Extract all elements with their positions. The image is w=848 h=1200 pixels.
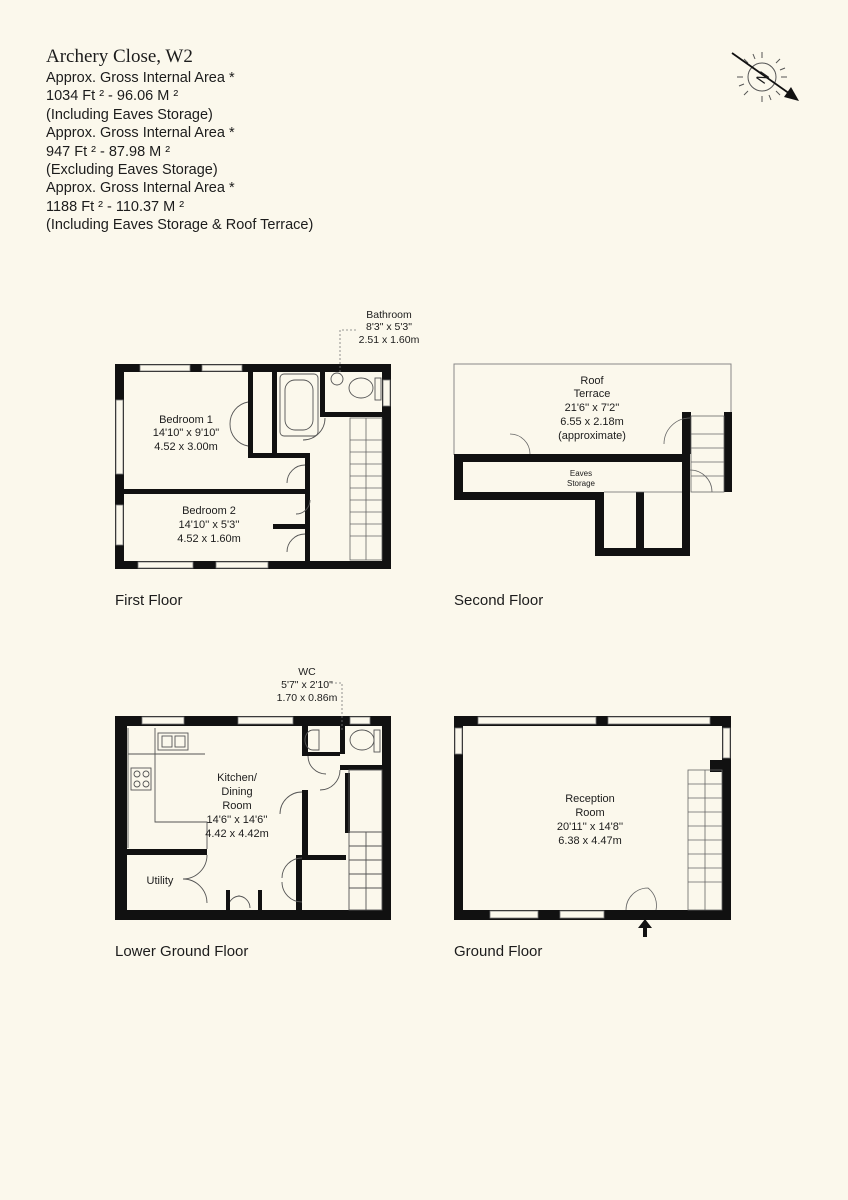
room-dimensions-metric: 4.42 x 4.42m bbox=[205, 828, 269, 840]
room-dimensions-imperial: 5'7" x 2'10" bbox=[281, 679, 333, 691]
property-title: Archery Close, W2 bbox=[46, 46, 193, 67]
room-dimensions-imperial: 14'6'' x 14'6'' bbox=[206, 814, 268, 826]
compass-icon bbox=[732, 52, 799, 102]
entrance-arrow-icon bbox=[638, 919, 652, 937]
area-note: (Including Eaves Storage) bbox=[46, 106, 213, 123]
room-name: Utility bbox=[146, 875, 174, 887]
room-name: Roof bbox=[580, 375, 604, 387]
room-name: Bedroom 2 bbox=[182, 505, 236, 517]
floor-label-lower-ground: Lower Ground Floor bbox=[115, 943, 249, 960]
room-dimensions-metric: 6.55 x 2.18m bbox=[560, 416, 624, 428]
room-dimensions-imperial: 8'3" x 5'3" bbox=[366, 321, 412, 333]
room-name: Terrace bbox=[573, 388, 611, 400]
area-value: 1034 Ft ² - 96.06 M ² bbox=[46, 88, 179, 105]
area-label: Approx. Gross Internal Area * bbox=[46, 125, 235, 142]
room-name: Room bbox=[222, 800, 252, 812]
area-value: 947 Ft ² - 87.98 M ² bbox=[46, 143, 171, 160]
room-name: Reception bbox=[565, 793, 615, 805]
room-name: Eaves bbox=[569, 469, 593, 478]
first-floor-plan bbox=[115, 364, 391, 569]
compass-letter: N bbox=[753, 68, 774, 88]
room-name: Room bbox=[575, 807, 605, 819]
room-dimensions-imperial: 21'6'' x 7'2'' bbox=[564, 402, 620, 414]
room-dimensions-metric: 6.38 x 4.47m bbox=[558, 835, 622, 847]
area-value: 1188 Ft ² - 110.37 M ² bbox=[46, 198, 185, 215]
room-dimensions-metric: 4.52 x 3.00m bbox=[154, 441, 218, 453]
area-label: Approx. Gross Internal Area * bbox=[46, 180, 235, 197]
area-note: (Excluding Eaves Storage) bbox=[46, 162, 218, 179]
room-name: Bathroom bbox=[366, 309, 412, 321]
area-label: Approx. Gross Internal Area * bbox=[46, 70, 235, 86]
room-dimensions-metric: 4.52 x 1.60m bbox=[177, 533, 241, 545]
room-name: Dining bbox=[221, 786, 253, 798]
room-dimensions-imperial: 14'10" x 9'10" bbox=[152, 427, 220, 439]
room-dimensions-imperial: 20'11'' x 14'8'' bbox=[556, 821, 624, 833]
floor-label-second: Second Floor bbox=[454, 592, 544, 609]
area-note: (Including Eaves Storage & Roof Terrace) bbox=[46, 217, 314, 234]
room-note: (approximate) bbox=[558, 430, 626, 442]
room-dimensions-metric: 1.70 x 0.86m bbox=[276, 692, 338, 704]
room-name: WC bbox=[298, 666, 316, 678]
room-dimensions-metric: 2.51 x 1.60m bbox=[358, 334, 420, 346]
room-name: Kitchen/ bbox=[217, 772, 257, 784]
floor-label-first: First Floor bbox=[115, 592, 183, 609]
room-name: Storage bbox=[566, 479, 596, 488]
room-dimensions-imperial: 14'10'' x 5'3'' bbox=[178, 519, 240, 531]
floor-label-ground: Ground Floor bbox=[454, 943, 543, 960]
room-name: Bedroom 1 bbox=[159, 414, 213, 426]
